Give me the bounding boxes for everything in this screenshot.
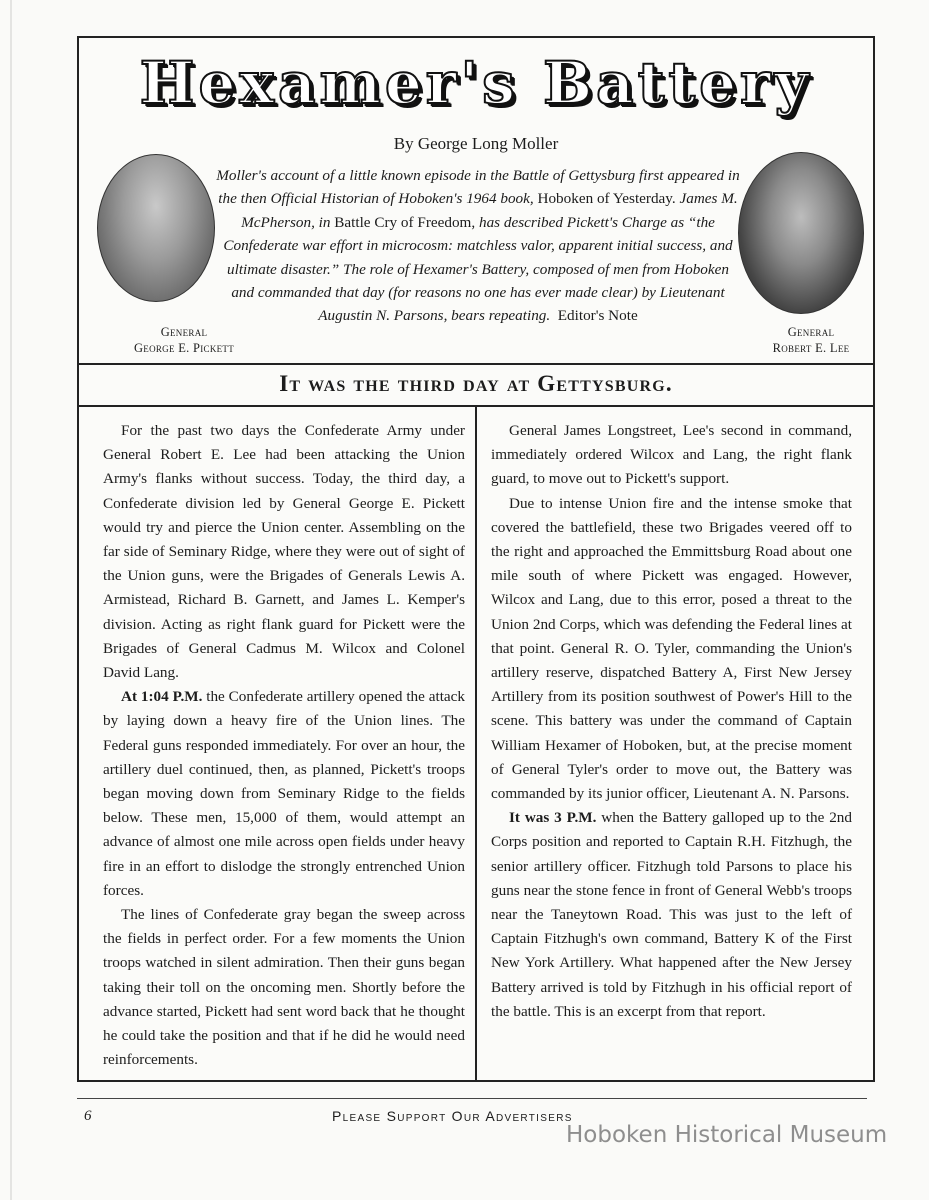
- intro-text-3: has described Pickett's Charge as “the Confederate war effort in microcosm: matchless valor, apparent initial success, and ultimate disaster.” The role of Hexamer's Battery, composed of men from Hoboken and commanded that day (for reasons no one has ever made clear) by Lieutenant Augustin N. Parsons, bears repeating.: [223, 213, 733, 325]
- masthead: [79, 38, 873, 363]
- right-paragraph-3: [491, 806, 852, 1024]
- pickett-portrait: [97, 154, 215, 302]
- pickett-caption: [109, 324, 259, 356]
- left-paragraph-1: For the past two days the Confederate Army under General Robert E. Lee had been attacking the Union Army's flanks without success. Today, the third day, a Confederate division led by General George E. Pickett would try and pierce the Union center. Assembling on the far side of Seminary Ridge, where they were out of sight of the Union guns, were the Brigades of Generals Lewis A. Armistead, Richard B. Garnett, and James L. Kemper's division. Acting as right flank guard for Pickett were the Brigades of General Cadmus M. Wilcox and Colonel David Lang.: [103, 422, 465, 682]
- byline: By George Long Moller: [393, 134, 559, 153]
- left-paragraph-2: [103, 685, 465, 903]
- footer-text: Please Support Our Advertisers: [332, 1108, 573, 1124]
- column-separator: [475, 405, 477, 1082]
- editor-intro: [214, 164, 742, 328]
- section-divider-top: [79, 363, 873, 365]
- intro-text-2: James M. McPherson, in: [241, 190, 738, 231]
- pickett-name: George E. Pickett: [133, 341, 235, 355]
- lee-caption: [755, 324, 867, 356]
- page-edge: [10, 0, 12, 1200]
- right-paragraph-3-text: when the Battery galloped up to the 2nd Corps position and reported to Captain R.H. Fitzhugh, the senior artillery officer. Fitzhugh told Parsons to place his guns near the stone fence in front of General Webb's troops near the Taneytown Road. This was just to the left of Captain Fitzhugh's own command, Battery K of the First New York Artillery. What happened after the New Jersey Battery arrived is told by Fitzhugh in his official report of the battle. This is an excerpt from that report.: [491, 809, 852, 1020]
- lee-portrait: [738, 152, 864, 314]
- right-paragraph-2: Due to intense Union fire and the intense smoke that covered the battlefield, these two Brigades veered off to the right and approached the Emmittsburg Road about one mile south of where Pickett was engaged. However, Wilcox and Lang, due to this error, posed a threat to the Union 2nd Corps, which was defending the Federal lines at that point. General R. O. Tyler, commanding the Union's artillery reserve, dispatched Battery A, First New Jersey Artillery from its position southwest of Power's Hill to the scene. This battery was under the command of Captain William Hexamer of Hoboken, but, at the precise moment of General Tyler's order to move out, the Battery was commanded by its junior officer, Lieutenant A. N. Parsons.: [491, 494, 852, 803]
- intro-text-1: Moller's account of a little known episode in the Battle of Gettysburg first appeared in the then Official Historian of Hoboken's 1964 book,: [216, 167, 740, 208]
- left-paragraph-2-text: the Confederate artillery opened the attack by laying down a heavy fire of the Union lines. The Federal guns responded immediately. For over an hour, the artillery duel continued, then, as planned, Pickett's troops began moving down from Seminary Ridge to the fields below. These men, 15,000 of them, would attempt an advance of almost one mile across open fields under heavy fire in an effort to dislodge the strongly entrenched Union forces.: [103, 688, 465, 899]
- left-column: [103, 419, 465, 1072]
- right-column: [491, 419, 852, 1024]
- museum-watermark: Hoboken Historical Museum: [566, 1122, 888, 1148]
- intro-book-2: Battle Cry of Freedom,: [334, 213, 476, 231]
- footer-rule: [77, 1098, 867, 1099]
- lee-name: Robert E. Lee: [772, 341, 850, 355]
- time-lead-1: At 1:04 P.M.: [121, 688, 203, 706]
- article-title: Hexamer's Battery: [139, 49, 813, 117]
- left-paragraph-3: The lines of Confederate gray began the sweep across the fields in perfect order. For a few moments the Union troops watched in silent admiration. Then their guns began taking their toll on the oncoming men. Shortly before the advance started, Pickett had sent word back that he thought he could take the position and that if he did he would need reinforcements.: [103, 906, 465, 1069]
- section-title: It was the third day at Gettysburg.: [279, 371, 673, 396]
- intro-book-1: Hoboken of Yesterday.: [537, 190, 676, 208]
- right-paragraph-1: General James Longstreet, Lee's second in command, immediately ordered Wilcox and Lang, the right flank guard, to move out to Pickett's support.: [491, 422, 852, 488]
- lee-rank: General: [787, 325, 835, 339]
- article-frame: [77, 36, 875, 1082]
- pickett-rank: General: [160, 325, 208, 339]
- editor-note: Editor's Note: [557, 307, 638, 325]
- page-number: 6: [84, 1108, 92, 1124]
- time-lead-2: It was 3 P.M.: [509, 809, 597, 827]
